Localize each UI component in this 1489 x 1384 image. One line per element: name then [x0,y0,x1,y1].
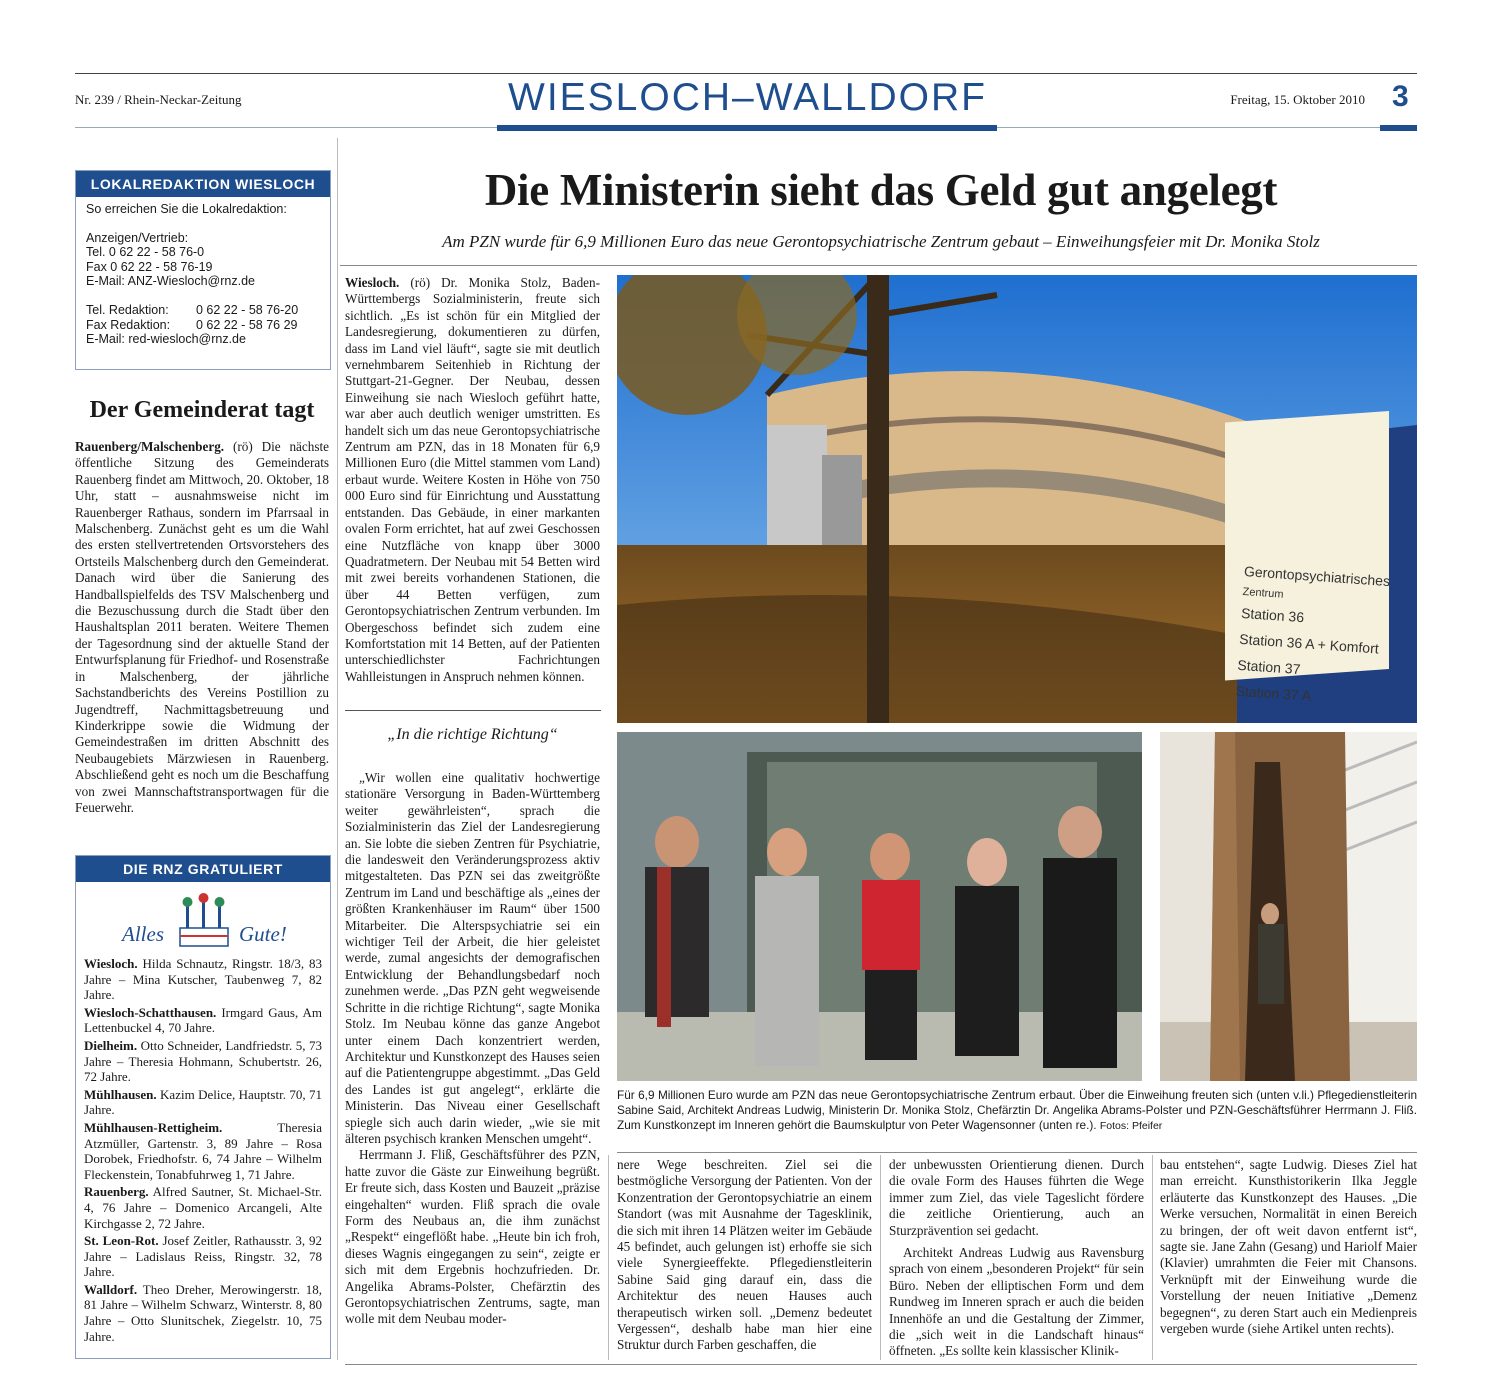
birthday-text: Otto Schneider, Landfriedstr. 5, 73 Jahre – Theresia Hohmann, Schubertstr. 26, 72 Jahre. [84,1037,322,1085]
cake-icon [176,892,232,950]
ads-heading: Anzeigen/Vertrieb: [86,230,189,245]
main-paragraph: „Wir wollen eine qualitativ hochwertige stationäre Versorgung in Baden-Württemberg weiter gewährleisten“, sprach die Sozialministerin das Ziel der Landesregierung an. Sie lobte die sieben Zentren für Psychiatrie, die landesweit den Veränderungsprozess aktiv mitgestalteten. Das PZN sei das zweitgrößte Zentrum im Land und beschäftige als „eines der größten Krankenhäuser im Raum“ über 1500 Mitarbeiter. Die Alterspsychiatrie sei ein wichtiger Teil der Arbeit, die hier geleistet werde, zumal angesichts der demografischen Entwicklung der Behandlungsbedarf noch zunehmen werde. „Das PZN geht wegweisende Schritte in die richtige Richtung“, sagte Monika Stolz. Im Neubau könne das ganze Angebot unter einem Dach konzentriert werden, Architektur und Kunstkonzept des Hauses seien auf die Patientengruppe abgestimmt. „Das Geld des Landes ist gut angelegt“, erklärte die Ministerin. Das Niveau einer Gesellschaft spiegle sich auch darin wieder, „wie sie mit älteren psychisch kranken Menschen umgeht“. [345,770,600,1146]
main-col1-part2 [345,770,600,1328]
editorial-phone-value: 0 62 22 - 58 76-20 [196,302,299,317]
birthday-list [76,954,330,1348]
birthday-entry [84,1233,322,1280]
sign-line: Station 36 [1240,604,1305,626]
contact-details [76,197,330,352]
main-col1-lead [345,275,600,685]
birthday-text: Theo Dreher, Merowingerstr. 18, 81 Jahre – Wilhelm Schwarz, Winterstr. 8, 80 Jahre – Otto Slunitschek, Ziegelstr. 10, 75 Jahre. [84,1281,322,1344]
page-number: 3 [1392,80,1409,113]
main-subheadline: Am PZN wurde für 6,9 Millionen Euro das neue Gerontopsychiatrische Zentrum gebaut – Einweihungsfeier mit Dr. Monika Stolz [442,232,1320,251]
photo-caption [617,1088,1417,1134]
side-dateline: Rauenberg/Malschenberg. [75,439,225,454]
birthday-text: Josef Zeitler, Rathausstr. 3, 92 Jahre – Ladislaus Reiss, Ringstr. 32, 78 Jahre. [84,1233,322,1280]
birthday-entry [84,1005,322,1036]
sculpture-illustration [1160,732,1417,1081]
masthead-accent-bar [497,125,997,131]
main-lead-text: (rö) Dr. Monika Stolz, Baden-Württembergs Sozialministerin, freute sich sichtlich. „Es ist schön für ein Mitglied der Landesregierung, dokumentieren zu dürfen, dass im Land viel läuft“, sagte sie mit deutlich vernehmbarem Seitenhieb in Richtung der Stuttgart-21-Gegner. Der Neubau, dessen Einweihung sie nach Wiesloch geführt hatte, war aber auch deutlich weniger umstritten. Es handelt sich um das neue Gerontopsychiatrische Zentrum am PZN, das in 18 Monaten für 6,9 Millionen Euro (die Mittel stammen vom Land) erbaut wurde. Weitere Kosten in Höhe von 750 000 Euro sind für Einrichtung und Ausstattung entstanden. Das Gebäude, in einer markanten ovalen Form errichtet, hat auf zwei Geschossen eine Nutzfläche von knapp über 3000 Quadratmetern. Der Neubau mit 54 Betten wird mit zwei bereits vorhandenen Stationen, die über 44 Betten verfügen, zum Gerontopsychiatrischen Zentrum verbunden. Im Obergeschoss befindet sich zudem eine Komfortstation mit 14 Betten, auf der Patienten unterschiedlichster Fachrichtungen Wahlleistungen in Anspruch nehmen können. [345,275,601,684]
sign-line: Zentrum [1242,585,1284,601]
side-article-body [75,439,329,816]
ads-email[interactable]: E-Mail: ANZ-Wiesloch@rnz.de [86,274,255,289]
birthday-entry [84,1038,322,1085]
birthday-box-title: DIE RNZ GRATULIERT [76,856,330,882]
section-title: WIESLOCH–WALLDORF [508,76,987,119]
page-bottom-rule [345,1364,1417,1365]
greeting-left: Alles [122,922,164,946]
birthday-entry [84,1120,322,1182]
column-rule [608,1155,609,1360]
main-paragraph: nere Wege beschreiten. Ziel sei die bestmögliche Versorgung der Patienten. Von der Konzentration der Gerontopsychiatrie an einem Standort (was mit Ausnahme der Tagesklinik, die sich mit ihren 14 Plätzen weiter im Gebäude 45 befindet, auch gelungen ist) erhoffe sie sich viele Synergieeffekte. Pflegedienstleiterin Sabine Said ging darauf ein, dass die Architektur des neuen Hauses auch therapeutisch wirken soll. „Demenz bedeutet Vergessen“, deshalb habe man hier eine Struktur durch Farben geschaffen, die [617,1157,872,1353]
masthead-accent-mark [1380,125,1417,131]
side-text: (rö) Die nächste öffentliche Sitzung des Gemeinderats Rauenberg findet am Mittwoch, 20. Oktober, 18 Uhr, statt – ausnahmsweise nicht im Rauenberger Rathaus, sondern im Pfarrsaal in Malschenberg. Zunächst geht es um die Wahl des ersten stellvertretenden Ortsvorstehers des Ortsteils Malschenberg durch den Gemeinderat. Danach wird über die Sanierung des Handballspielfelds des TSV Malschenberg und die Bezuschussung durch die Stadt über den Haushaltsplan 2011 beraten. Weitere Themen der Tagesordnung sind der aktuelle Stand der Entwurfsplanung für Friedhof- und Rosenstraße in Malschenberg, der jährliche Sachstandberichts des Vereins Postillion zu Jugendtreff, Nachmittagsbetreuung und Kinderkrippe sowie die Widmung der Gemeindestraßen im dritten Abschnitt des Neubaugebiets Märzwiesen in Rauenberg. Abschließend geht es noch um die Beschaffung von zwei Mannschaftstransportwagen für die Feuerwehr. [75,439,330,815]
editorial-fax [86,318,320,333]
editorial-phone [86,303,320,318]
column-rule [337,138,338,1360]
sign-line: Station 37 [1236,656,1302,678]
birthday-text: Kazim Delice, Hauptstr. 70, 71 Jahre. [84,1086,322,1118]
birthday-place: Wiesloch-Schatthausen. [84,1004,217,1020]
birthday-entry [84,956,322,1003]
column-rule [880,1155,881,1360]
main-paragraph: bau entstehen“, sagte Ludwig. Dieses Ziel hat man erreicht. Kunsthistorikerin Ilka Jeggle erläuterte das Kunstkonzept des Hauses. „Die Werke versuchen, Normalität in einen Bereich zu bringen, der oft weit davon entfernt ist“, sagte sie. Jane Zahn (Gesang) und Hariolf Maier (Klavier) umrahmten die Feier mit Chansons. Verknüpft mit der Einweihung wurde die Vorstellung der neuen Initiative „Demenz begegnen“, zu deren Start auch ein Medienpreis vergeben wurde (siehe Artikel unten rechts). [1160,1157,1417,1337]
sign-line: Gerontopsychiatrisches [1243,562,1391,590]
birthday-entry [84,1282,322,1344]
group-illustration [617,732,1142,1081]
birthday-place: Mühlhausen. [84,1086,157,1102]
headline-rule [340,265,1417,266]
main-dateline: Wiesloch. [345,275,400,290]
main-col4 [1160,1157,1417,1337]
masthead-top-rule [75,73,1417,74]
contact-box [75,170,331,370]
contact-box-title: LOKALREDAKTION WIESLOCH [76,171,330,197]
main-col3 [889,1157,1144,1360]
main-paragraph: der unbewussten Orientierung dienen. Durch die ovale Form des Hauses führten die Wege immer zum Ziel, das viele Tageslicht fördere die zeitliche Orientierung, auch an Sturzprävention sei gedacht. [889,1157,1144,1238]
sign-line: Station 37 A [1235,682,1312,704]
birthday-entry [84,1087,322,1118]
greeting-banner [76,882,330,954]
main-paragraph: Architekt Andreas Ludwig aus Ravensburg sprach von einem „besonderen Projekt“ für sein Büro. Neben der elliptischen Form und dem Rundweg im Inneren sprach er auch die beiden Innenhöfe an und die Gestaltung der Zimmer, die „sich weit in die Landschaft hinaus“ öffneten. „Es sollte kein klassischer Klinik- [889,1245,1144,1359]
sculpture-photo [1160,732,1417,1081]
ads-fax: Fax 0 62 22 - 58 76-19 [86,259,213,274]
sign-line: Station 36 A + Komfort [1238,630,1380,657]
contact-intro: So erreichen Sie die Lokalredaktion: [86,202,287,216]
birthday-place: St. Leon-Rot. [84,1233,159,1249]
column-rule [1152,1155,1153,1360]
caption-text: Für 6,9 Millionen Euro wurde am PZN das neue Gerontopsychiatrische Zentrum erbaut. Über die Einweihung freuten sich (unten v.li.) Pflegedienstleiterin Sabine Said, Architekt Andreas Ludwig, Ministerin Dr. Monika Stolz, Chefärztin Dr. Angelika Abrams-Polster und PZN-Geschäftsführer Herrmann J. Fliß. Zum Kunstkonzept im Inneren gehört die Baumskulptur von Peter Wagensonner (unten re.). [617,1088,1417,1132]
birthday-text: Hilda Schnautz, Ringstr. 18/3, 83 Jahre – Mina Kutscher, Taubenweg 7, 82 Jahre. [84,956,322,1003]
editorial-fax-value: 0 62 22 - 58 76 29 [196,317,298,332]
birthday-place: Wiesloch. [84,956,138,971]
subhead-rule [345,710,601,711]
birthday-place: Mühlhausen-Rettigheim. [84,1119,223,1135]
group-photo [617,732,1142,1081]
birthday-place: Dielheim. [84,1037,138,1053]
main-headline: Die Ministerin sieht das Geld gut angelegt [484,165,1278,215]
greeting-right: Gute! [239,922,287,946]
birthday-box [75,855,331,1359]
main-col2 [617,1157,872,1354]
side-headline: Der Gemeinderat tagt [89,397,315,423]
editorial-phone-label: Tel. Redaktion: [86,302,169,317]
editorial-email[interactable]: E-Mail: red-wiesloch@rnz.de [86,332,246,347]
building-photo [617,275,1417,723]
birthday-place: Rauenberg. [84,1184,149,1200]
birthday-text: Alfred Sautner, St. Michael-Str. 4, 76 Jahre – Domenico Arcangeli, Alte Kirchgasse 2, 72 Jahre. [84,1184,322,1231]
birthday-place: Walldorf. [84,1281,138,1297]
ads-phone: Tel. 0 62 22 - 58 76-0 [86,245,205,260]
issue-label: Nr. 239 / Rhein-Neckar-Zeitung [75,92,242,107]
photo-credit: Fotos: Pfeifer [1099,1120,1163,1132]
issue-date: Freitag, 15. Oktober 2010 [1230,92,1365,107]
main-paragraph: Herrmann J. Fliß, Geschäftsführer des PZN, hatte zuvor die Gäste zur Einweihung begrüßt. Er freute sich, dass Kosten und Bauzeit „präzise eingehalten“ wurden. Fliß sprach die ovale Form des Neubaus an, die ihm zunächst „Respekt“ eingeflößt habe. „Heute bin ich froh, dieses Wagnis eingegangen zu sein“, zeigte er sich mit dem Ergebnis hochzufrieden. Dr. Angelika Abrams-Polster, Chefärztin des Gerontopsychiatrischen Zentrums, sagte, man wolle mit dem Neubau moder- [345,1147,600,1327]
editorial-fax-label: Fax Redaktion: [86,317,171,332]
birthday-text: Theresia Atzmüller, Gartenstr. 3, 89 Jahre – Rosa Dorobek, Friedhofstr. 6, 74 Jahre – Wilhelm Fleckenstein, Tonabfuhrweg 1, 71 Jahre. [84,1119,322,1182]
birthday-entry [84,1184,322,1231]
lower-columns-rule [617,1152,1417,1153]
birthday-text: Irmgard Gaus, Am Lettenbuckel 4, 70 Jahre. [84,1004,323,1036]
main-subhead: „In die richtige Richtung“ [387,726,558,743]
directional-sign [1235,558,1415,716]
